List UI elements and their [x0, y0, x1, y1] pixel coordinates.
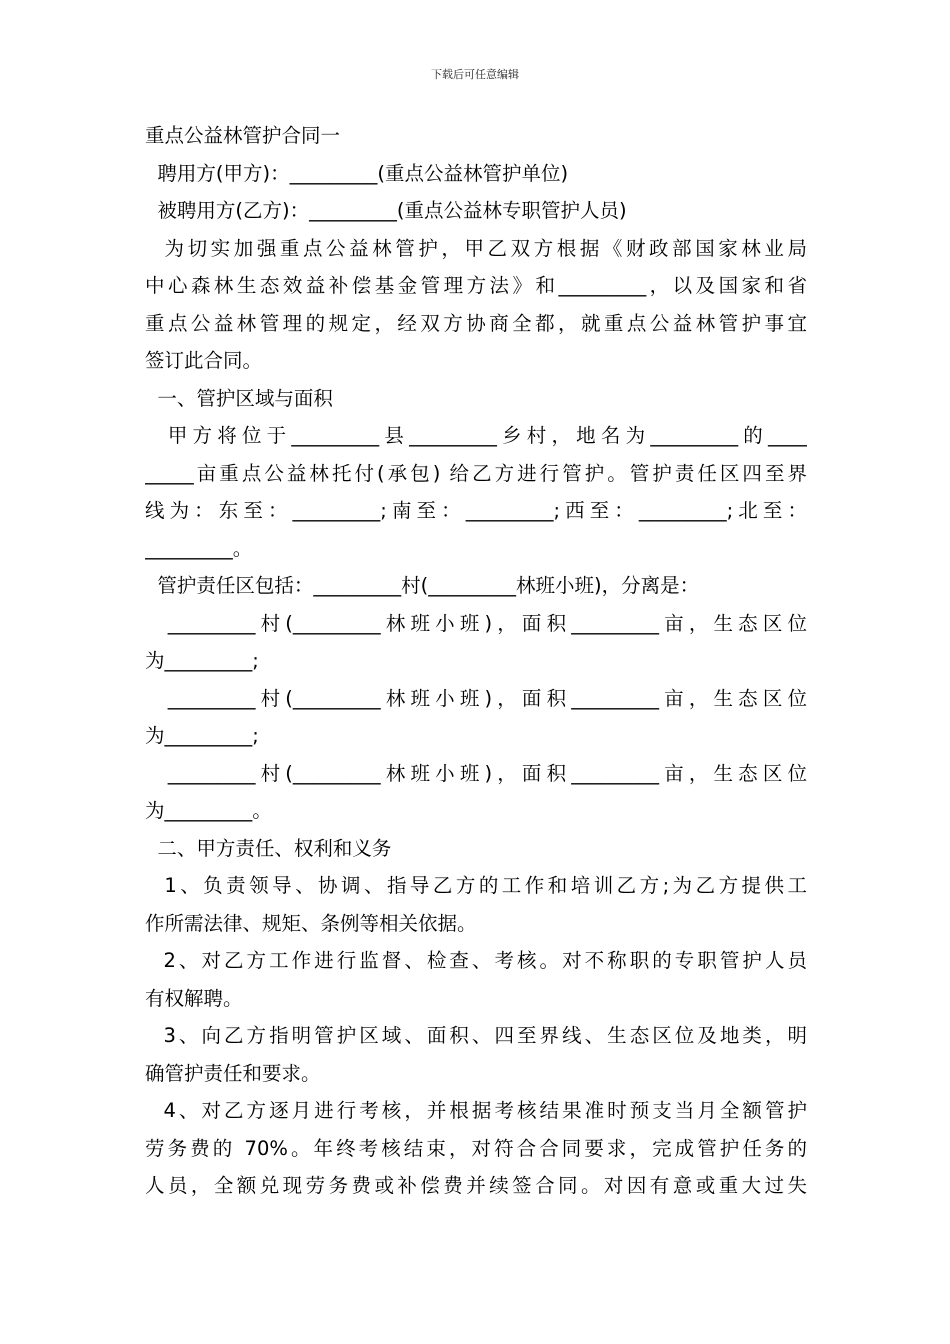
text-line: 人员，全额兑现劳务费或补偿费并续签合同。对因有意或重大过失 — [145, 1174, 807, 1197]
text-line: 甲方将位于_________县_________乡村，地名为_________的____ — [145, 424, 807, 447]
text-line: 确管护责任和要求。 — [145, 1061, 321, 1085]
text-line: 中心森林生态效益补偿基金管理方法》和_________，以及国家和省 — [145, 274, 807, 297]
text-line: 管护责任区包括：_________村(_________林班小班)，分离是： — [145, 574, 700, 597]
section-heading-1: 一、管护区域与面积 — [145, 386, 333, 410]
text-line: _________村(_________林班小班)，面积_________亩，生态区位 — [145, 611, 807, 635]
text-line: _________村(_________林班小班)，面积_________亩，生态区位 — [145, 686, 807, 710]
page-header-note: 下载后可任意编辑 — [431, 68, 519, 81]
text-line: 劳务费的 70%。年终考核结束，对符合合同要求，完成管护任务的 — [145, 1136, 807, 1160]
document-title: 重点公益林管护合同一 — [145, 124, 341, 147]
text-line: 1、负责领导、协调、指导乙方的工作和培训乙方;为乙方提供工 — [145, 874, 807, 897]
text-line: 3、向乙方指明管护区域、面积、四至界线、生态区位及地类，明 — [145, 1024, 807, 1047]
text-line: 签订此合同。 — [145, 349, 263, 372]
text-line: _____亩重点公益林托付(承包) 给乙方进行管护。管护责任区四至界 — [145, 461, 807, 485]
text-line: _________。 — [145, 536, 253, 560]
text-line: 4、对乙方逐月进行考核，并根据考核结果准时预支当月全额管护 — [145, 1099, 807, 1122]
section-heading-2: 二、甲方责任、权利和义务 — [145, 836, 392, 860]
contract-body — [145, 117, 807, 1205]
text-line: 为_________; — [145, 724, 259, 747]
party-b-line: 被聘用方(乙方)：_________(重点公益林专职管护人员) — [145, 199, 627, 222]
text-line: 线为：东至：_________;南至：_________;西至：_________;北至： — [145, 499, 807, 522]
text-line: 作所需法律、规矩、条例等相关依据。 — [145, 911, 477, 935]
text-line: 2、对乙方工作进行监督、检查、考核。对不称职的专职管护人员 — [145, 949, 807, 972]
text-line: 为_________; — [145, 649, 259, 672]
party-a-line: 聘用方(甲方)：_________(重点公益林管护单位) — [145, 161, 569, 185]
text-line: 有权解聘。 — [145, 986, 243, 1010]
text-line: 为切实加强重点公益林管护，甲乙双方根据《财政部国家林业局 — [145, 236, 807, 260]
text-line: 重点公益林管理的规定，经双方协商全都，就重点公益林管护事宜 — [145, 311, 807, 335]
text-line: 为_________。 — [145, 799, 272, 822]
text-line: _________村(_________林班小班)，面积_________亩，生态区位 — [145, 761, 807, 785]
